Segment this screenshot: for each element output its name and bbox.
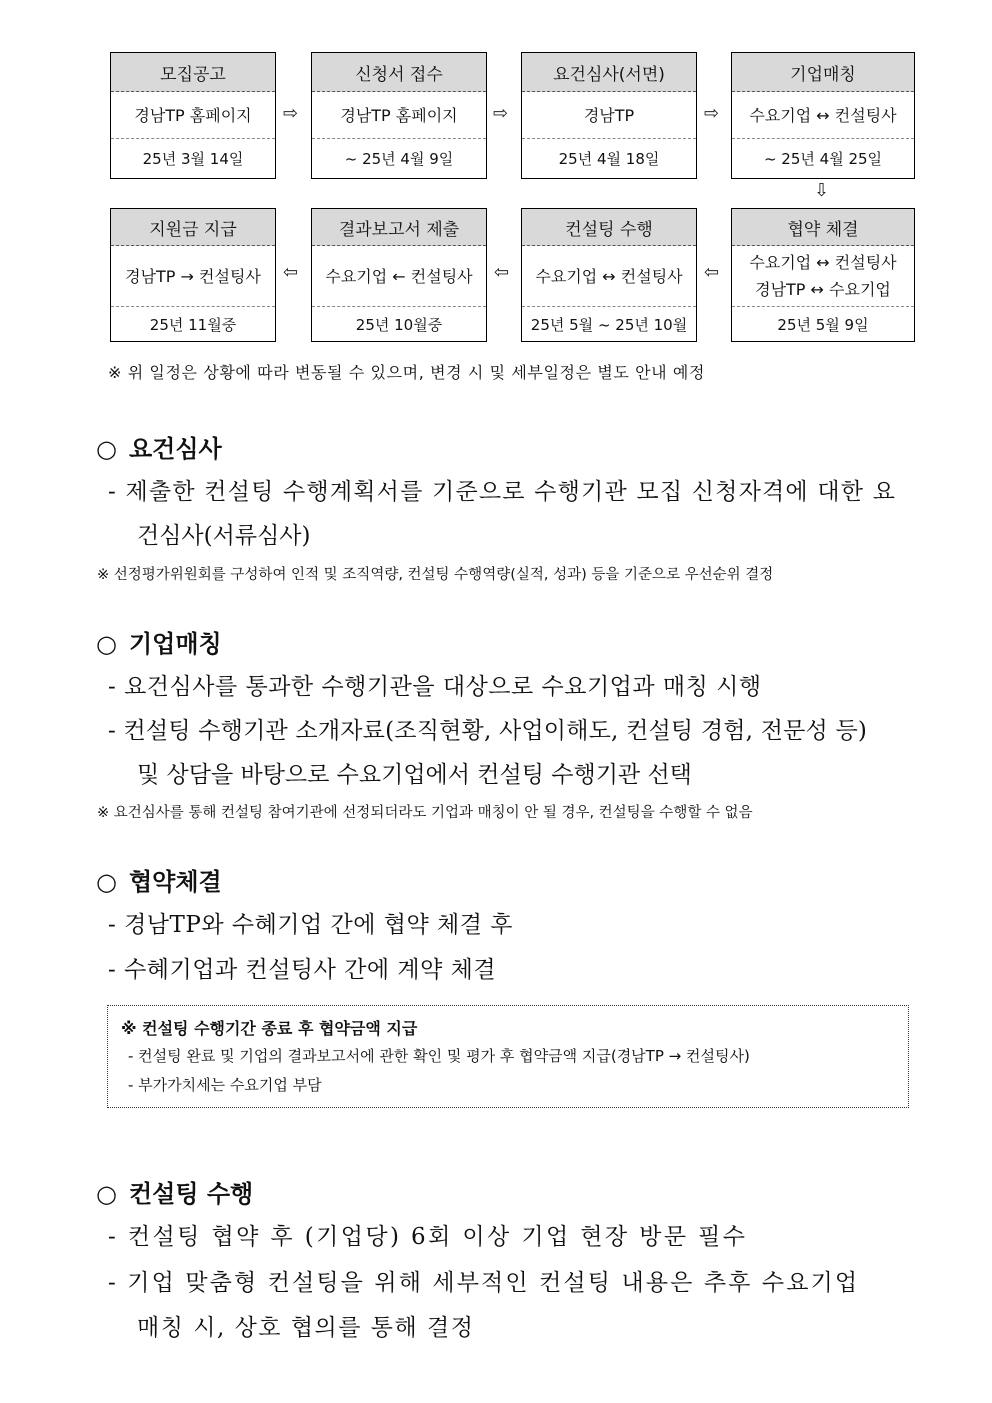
payment-notice-title: ※ 컨설팅 수행기간 종료 후 협약금액 지급 bbox=[121, 1019, 418, 1038]
payment-notice-line-1: - 컨설팅 완료 및 기업의 결과보고서에 관한 확인 및 평가 후 협약금액 지급(경남TP → 컨설팅사) bbox=[128, 1047, 750, 1065]
flow-step-date: ~ 25년 4월 9일 bbox=[344, 149, 454, 168]
flow-step-body-line: 경남TP 홈페이지 bbox=[340, 105, 458, 125]
flow-step-title: 모집공고 bbox=[111, 53, 275, 92]
flow-step-date: ~ 25년 4월 25일 bbox=[763, 149, 883, 168]
flow-step-body bbox=[111, 246, 275, 307]
flow-step-body bbox=[312, 92, 486, 139]
flow-step-title: 지원금 지급 bbox=[111, 209, 275, 246]
section-title-text: 컨설팅 수행 bbox=[128, 1179, 254, 1208]
arrow-left-icon: ⇦ bbox=[283, 262, 299, 283]
flow-step-date: 25년 5월 ~ 25년 10월 bbox=[530, 315, 688, 334]
arrow-down-icon: ⇩ bbox=[814, 180, 830, 201]
section-title-text: 협약체결 bbox=[128, 867, 222, 896]
arrow-right-icon: ⇨ bbox=[493, 103, 509, 124]
circle-bullet-icon: ○ bbox=[96, 435, 117, 463]
flow-step-body-line: 수요기업 ↔ 컨설팅사 bbox=[535, 266, 683, 286]
matching-bullet-1: - 요건심사를 통과한 수행기관을 대상으로 수요기업과 매칭 시행 bbox=[108, 674, 762, 700]
flow-step-box bbox=[731, 52, 915, 179]
flow-step-box bbox=[521, 208, 697, 342]
payment-notice-line-2: - 부가가치세는 수요기업 부담 bbox=[128, 1076, 322, 1094]
section-title-consulting bbox=[96, 1174, 253, 1209]
flow-step-body-line: 경남TP → 컨설팅사 bbox=[125, 266, 261, 286]
flow-step-body bbox=[732, 246, 914, 307]
flow-step-box bbox=[521, 52, 697, 179]
flow-step-body-line: 경남TP ↔ 수요기업 bbox=[755, 280, 891, 299]
flow-step-date: 25년 4월 18일 bbox=[558, 149, 660, 168]
flow-step-date: 25년 3월 14일 bbox=[142, 149, 244, 168]
matching-bullet-2: - 컨설팅 수행기관 소개자료(조직현황, 사업이해도, 컨설팅 경험, 전문성 등) bbox=[108, 718, 868, 744]
section-title-matching bbox=[96, 624, 222, 659]
arrow-left-icon: ⇦ bbox=[704, 262, 720, 283]
flow-step-title: 협약 체결 bbox=[732, 209, 914, 246]
flow-step-box bbox=[110, 208, 276, 342]
review-note: ※ 선정평가위원회를 구성하여 인적 및 조직역량, 컨설팅 수행역량(실적, 성과) 등을 기준으로 우선순위 결정 bbox=[97, 567, 774, 583]
flow-step-date: 25년 11월중 bbox=[149, 315, 237, 334]
circle-bullet-icon: ○ bbox=[96, 868, 117, 896]
flow-step-body-line: 경남TP bbox=[583, 105, 635, 125]
arrow-right-icon: ⇨ bbox=[704, 103, 720, 124]
agreement-bullet-2: - 수혜기업과 컨설팅사 간에 계약 체결 bbox=[108, 957, 497, 983]
consulting-bullet-1: - 컨설팅 협약 후 (기업당) 6회 이상 기업 현장 방문 필수 bbox=[108, 1224, 748, 1250]
flow-step-box bbox=[110, 52, 276, 179]
flow-step-body-line: 수요기업 ↔ 컨설팅사 bbox=[749, 253, 897, 272]
flow-step-title: 요건심사(서면) bbox=[522, 53, 696, 92]
flow-step-date: 25년 5월 9일 bbox=[777, 315, 869, 334]
section-title-agreement bbox=[96, 862, 222, 897]
flow-step-body bbox=[522, 246, 696, 307]
section-title-text: 요건심사 bbox=[128, 434, 222, 463]
section-title-text: 기업매칭 bbox=[128, 629, 222, 658]
flow-step-title: 기업매칭 bbox=[732, 53, 914, 92]
flow-step-body bbox=[522, 92, 696, 139]
matching-bullet-2-cont: 및 상담을 바탕으로 수요기업에서 컨설팅 수행기관 선택 bbox=[137, 762, 692, 788]
arrow-right-icon: ⇨ bbox=[283, 103, 299, 124]
review-bullet-1: - 제출한 컨설팅 수행계획서를 기준으로 수행기관 모집 신청자격에 대한 요 bbox=[108, 479, 897, 505]
circle-bullet-icon: ○ bbox=[96, 1180, 117, 1208]
arrow-left-icon: ⇦ bbox=[494, 262, 510, 283]
flow-step-body-line: 수요기업 ← 컨설팅사 bbox=[325, 266, 473, 286]
flow-step-title: 신청서 접수 bbox=[312, 53, 486, 92]
circle-bullet-icon: ○ bbox=[96, 630, 117, 658]
flow-step-body-line: 수요기업 ↔ 컨설팅사 bbox=[749, 105, 897, 125]
flow-step-box bbox=[731, 208, 915, 342]
flow-step-body-line: 경남TP 홈페이지 bbox=[134, 105, 252, 125]
review-bullet-1-cont: 건심사(서류심사) bbox=[137, 523, 311, 549]
schedule-note: ※ 위 일정은 상황에 따라 변동될 수 있으며, 변경 시 및 세부일정은 별도 안내 예정 bbox=[108, 363, 706, 382]
matching-note: ※ 요건심사를 통해 컨설팅 참여기관에 선정되더라도 기업과 매칭이 안 될 경우, 컨설팅을 수행할 수 없음 bbox=[97, 805, 753, 821]
agreement-bullet-1: - 경남TP와 수혜기업 간에 협약 체결 후 bbox=[108, 912, 514, 938]
flow-step-title: 결과보고서 제출 bbox=[312, 209, 486, 246]
flow-step-body bbox=[312, 246, 486, 307]
section-title-review bbox=[96, 429, 222, 464]
payment-notice-box bbox=[107, 1005, 909, 1108]
flow-step-body bbox=[111, 92, 275, 139]
flow-step-date: 25년 10월중 bbox=[355, 315, 443, 334]
flow-step-title: 컨설팅 수행 bbox=[522, 209, 696, 246]
flow-step-box bbox=[311, 208, 487, 342]
flow-step-box bbox=[311, 52, 487, 179]
consulting-bullet-2: - 기업 맞춤형 컨설팅을 위해 세부적인 컨설팅 내용은 추후 수요기업 bbox=[108, 1270, 860, 1296]
flow-step-body bbox=[732, 92, 914, 139]
consulting-bullet-2-cont: 매칭 시, 상호 협의를 통해 결정 bbox=[137, 1315, 475, 1341]
